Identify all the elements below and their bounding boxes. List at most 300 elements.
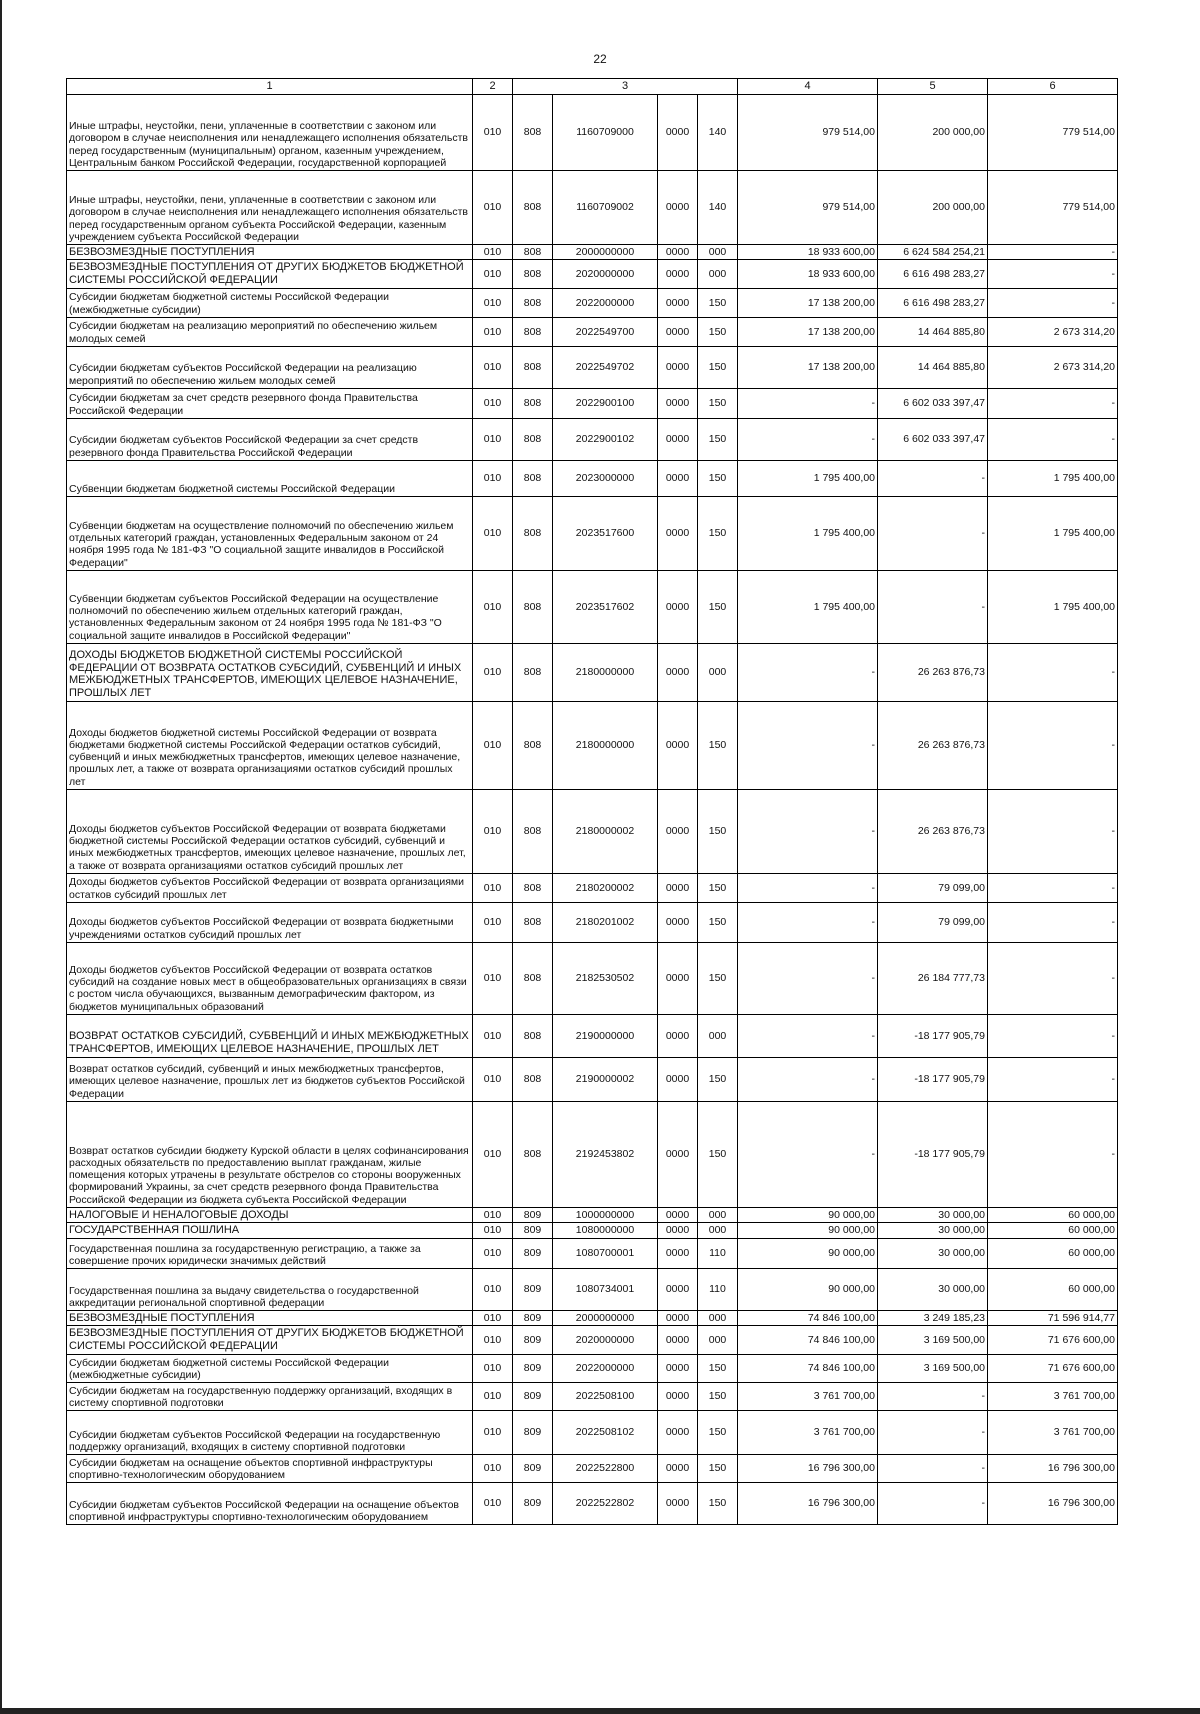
table-row [67,1101,1118,1207]
row-description: ГОСУДАРСТВЕННАЯ ПОШЛИНА [67,1223,473,1239]
row-code-income: 1160709002 [553,170,658,244]
row-value-approved: 16 796 300,00 [738,1482,878,1524]
row-code-admin: 010 [473,1310,513,1326]
row-code-chapter: 808 [513,701,553,789]
row-value-executed: 26 263 876,73 [878,701,988,789]
row-code-program: 0000 [658,789,698,873]
row-description: Субсидии бюджетам на оснащение объектов спортивной инфраструктуры спортивно-технологическим оборудованием [67,1454,473,1482]
row-code-admin: 010 [473,789,513,873]
row-description: Иные штрафы, неустойки, пени, уплаченные в соответствии с законом или договором в случае неисполнения или ненадлежащего исполнения обязательств перед государственным (муниципальным) органом, казенным учреждением, Центральным банком Российской Федерации, государственной корпорацией [67,94,473,170]
row-code-kosgu: 000 [698,244,738,260]
row-code-program: 0000 [658,1454,698,1482]
row-code-admin: 010 [473,317,513,346]
row-code-kosgu: 150 [698,1382,738,1410]
scan-left-edge [0,0,2,1714]
row-value-unexecuted: 60 000,00 [988,1223,1118,1239]
row-code-income: 2022549700 [553,317,658,346]
table-row [67,789,1118,873]
row-code-chapter: 809 [513,1207,553,1223]
row-value-executed: -18 177 905,79 [878,1101,988,1207]
row-code-chapter: 809 [513,1482,553,1524]
row-code-kosgu: 000 [698,643,738,701]
row-code-chapter: 809 [513,1238,553,1268]
row-code-income: 2190000000 [553,1014,658,1057]
row-value-unexecuted: 16 796 300,00 [988,1454,1118,1482]
row-value-unexecuted: - [988,643,1118,701]
row-code-program: 0000 [658,1410,698,1454]
table-row [67,460,1118,496]
row-value-approved: - [738,1101,878,1207]
row-description: Субвенции бюджетам бюджетной системы Российской Федерации [67,460,473,496]
row-code-chapter: 808 [513,1014,553,1057]
row-code-admin: 010 [473,94,513,170]
row-code-program: 0000 [658,1207,698,1223]
row-code-program: 0000 [658,1326,698,1354]
row-code-chapter: 809 [513,1310,553,1326]
row-value-approved: 90 000,00 [738,1207,878,1223]
row-code-income: 2180000002 [553,789,658,873]
row-code-program: 0000 [658,1482,698,1524]
row-description: Возврат остатков субсидий, субвенций и иных межбюджетных трансфертов, имеющих целевое назначение, прошлых лет из бюджетов субъектов Российской Федерации [67,1057,473,1101]
row-value-executed: 14 464 885,80 [878,317,988,346]
row-value-approved: - [738,1057,878,1101]
row-code-kosgu: 150 [698,570,738,643]
row-code-admin: 010 [473,496,513,570]
row-description: Государственная пошлина за государственную регистрацию, а также за совершение прочих юридически значимых действий [67,1238,473,1268]
row-code-chapter: 809 [513,1454,553,1482]
table-row [67,260,1118,288]
row-code-income: 2022508100 [553,1382,658,1410]
row-value-executed: 6 624 584 254,21 [878,244,988,260]
row-code-kosgu: 150 [698,902,738,942]
row-code-admin: 010 [473,1057,513,1101]
row-description: Субсидии бюджетам субъектов Российской Федерации на реализацию мероприятий по обеспечению жильем молодых семей [67,346,473,388]
row-value-unexecuted: 779 514,00 [988,94,1118,170]
row-value-unexecuted: - [988,388,1118,418]
row-code-program: 0000 [658,1238,698,1268]
row-value-unexecuted: - [988,1057,1118,1101]
row-code-admin: 010 [473,942,513,1014]
row-value-unexecuted: 1 795 400,00 [988,570,1118,643]
table-row [67,643,1118,701]
table-row [67,388,1118,418]
row-code-income: 2022508102 [553,1410,658,1454]
row-code-kosgu: 150 [698,1101,738,1207]
row-code-program: 0000 [658,701,698,789]
row-value-executed: 30 000,00 [878,1223,988,1239]
table-row [67,1268,1118,1310]
row-code-chapter: 808 [513,873,553,902]
row-value-approved: - [738,902,878,942]
row-code-chapter: 809 [513,1410,553,1454]
row-code-kosgu: 150 [698,288,738,317]
row-code-income: 1080000000 [553,1223,658,1239]
row-value-executed: 26 263 876,73 [878,643,988,701]
row-code-income: 2192453802 [553,1101,658,1207]
row-value-executed: 79 099,00 [878,902,988,942]
row-code-kosgu: 150 [698,1354,738,1382]
row-code-admin: 010 [473,902,513,942]
row-code-chapter: 808 [513,643,553,701]
header-row [67,79,1118,95]
row-value-approved: 17 138 200,00 [738,346,878,388]
row-code-program: 0000 [658,1354,698,1382]
row-code-kosgu: 140 [698,94,738,170]
row-code-chapter: 808 [513,260,553,288]
row-code-admin: 010 [473,643,513,701]
row-description: Субсидии бюджетам бюджетной системы Российской Федерации (межбюджетные субсидии) [67,1354,473,1382]
row-value-executed: 3 249 185,23 [878,1310,988,1326]
row-code-chapter: 808 [513,1057,553,1101]
row-code-chapter: 808 [513,902,553,942]
row-value-executed: - [878,1482,988,1524]
row-code-kosgu: 150 [698,1410,738,1454]
row-value-executed: - [878,496,988,570]
row-code-admin: 010 [473,346,513,388]
table-row [67,1223,1118,1239]
row-value-approved: - [738,643,878,701]
row-code-program: 0000 [658,288,698,317]
row-value-executed: - [878,1454,988,1482]
table-row [67,1482,1118,1524]
row-code-income: 2182530502 [553,942,658,1014]
row-value-approved: 1 795 400,00 [738,570,878,643]
header-col-4: 4 [738,79,878,95]
row-code-admin: 010 [473,570,513,643]
row-code-kosgu: 000 [698,1310,738,1326]
row-value-approved: 90 000,00 [738,1268,878,1310]
row-code-chapter: 809 [513,1268,553,1310]
row-code-program: 0000 [658,643,698,701]
row-value-approved: 1 795 400,00 [738,496,878,570]
table-row [67,346,1118,388]
row-code-program: 0000 [658,1014,698,1057]
row-description: ВОЗВРАТ ОСТАТКОВ СУБСИДИЙ, СУБВЕНЦИЙ И ИНЫХ МЕЖБЮДЖЕТНЫХ ТРАНСФЕРТОВ, ИМЕЮЩИХ ЦЕЛЕВОЕ НАЗНАЧЕНИЕ, ПРОШЛЫХ ЛЕТ [67,1014,473,1057]
row-value-unexecuted: 779 514,00 [988,170,1118,244]
row-value-executed: - [878,1382,988,1410]
table-row [67,496,1118,570]
table-row [67,1057,1118,1101]
table-row [67,94,1118,170]
row-code-admin: 010 [473,244,513,260]
row-value-executed: 30 000,00 [878,1238,988,1268]
row-code-chapter: 808 [513,570,553,643]
row-value-executed: 30 000,00 [878,1207,988,1223]
row-code-kosgu: 150 [698,346,738,388]
row-code-chapter: 808 [513,170,553,244]
row-code-kosgu: 150 [698,460,738,496]
row-value-unexecuted: 60 000,00 [988,1207,1118,1223]
row-value-approved: 74 846 100,00 [738,1354,878,1382]
row-code-income: 2180201002 [553,902,658,942]
row-description: Субсидии бюджетам на реализацию мероприятий по обеспечению жильем молодых семей [67,317,473,346]
row-code-kosgu: 110 [698,1268,738,1310]
row-value-approved: - [738,388,878,418]
row-value-unexecuted: 60 000,00 [988,1268,1118,1310]
row-value-approved: 17 138 200,00 [738,288,878,317]
table-row [67,244,1118,260]
row-value-unexecuted: - [988,902,1118,942]
row-code-program: 0000 [658,260,698,288]
row-code-admin: 010 [473,873,513,902]
table-row [67,1454,1118,1482]
row-description: Субсидии бюджетам бюджетной системы Российской Федерации (межбюджетные субсидии) [67,288,473,317]
row-code-program: 0000 [658,902,698,942]
page-number: 22 [593,52,607,66]
row-description: Доходы бюджетов субъектов Российской Федерации от возврата бюджетными учреждениями остатков субсидий прошлых лет [67,902,473,942]
row-code-income: 2023517600 [553,496,658,570]
row-value-approved: 17 138 200,00 [738,317,878,346]
row-description: Субсидии бюджетам субъектов Российской Федерации на государственную поддержку организаций, входящих в систему спортивной подготовки [67,1410,473,1454]
row-code-income: 2022522800 [553,1454,658,1482]
row-code-admin: 010 [473,1454,513,1482]
row-value-approved: 3 761 700,00 [738,1382,878,1410]
row-value-unexecuted: 16 796 300,00 [988,1482,1118,1524]
row-code-program: 0000 [658,460,698,496]
row-code-program: 0000 [658,570,698,643]
row-code-admin: 010 [473,1014,513,1057]
row-code-admin: 010 [473,1207,513,1223]
row-value-executed: 6 602 033 397,47 [878,388,988,418]
row-code-program: 0000 [658,244,698,260]
row-code-income: 1080734001 [553,1268,658,1310]
row-value-approved: - [738,873,878,902]
row-code-kosgu: 000 [698,1014,738,1057]
row-value-approved: - [738,789,878,873]
row-description: Субсидии бюджетам на государственную поддержку организаций, входящих в систему спортивной подготовки [67,1382,473,1410]
row-value-executed: 14 464 885,80 [878,346,988,388]
row-value-unexecuted: - [988,418,1118,460]
row-code-admin: 010 [473,701,513,789]
row-value-unexecuted: 2 673 314,20 [988,317,1118,346]
row-value-executed: 6 616 498 283,27 [878,288,988,317]
row-value-unexecuted: - [988,1014,1118,1057]
row-code-income: 2190000002 [553,1057,658,1101]
row-value-unexecuted: - [988,260,1118,288]
row-code-admin: 010 [473,1326,513,1354]
row-value-approved: 979 514,00 [738,170,878,244]
row-code-income: 2180200002 [553,873,658,902]
row-value-unexecuted: 71 676 600,00 [988,1326,1118,1354]
row-code-income: 2023517602 [553,570,658,643]
row-code-admin: 010 [473,1482,513,1524]
row-code-kosgu: 000 [698,1207,738,1223]
row-code-admin: 010 [473,388,513,418]
row-code-chapter: 808 [513,496,553,570]
row-value-executed: 200 000,00 [878,94,988,170]
row-code-admin: 010 [473,288,513,317]
row-code-admin: 010 [473,1354,513,1382]
row-code-chapter: 809 [513,1326,553,1354]
row-code-program: 0000 [658,496,698,570]
row-code-program: 0000 [658,1310,698,1326]
row-value-executed: -18 177 905,79 [878,1014,988,1057]
row-value-approved: 979 514,00 [738,94,878,170]
table-row [67,288,1118,317]
table-row [67,1238,1118,1268]
row-code-kosgu: 150 [698,873,738,902]
table-row [67,1310,1118,1326]
row-value-executed: - [878,460,988,496]
row-value-executed: 26 184 777,73 [878,942,988,1014]
row-code-income: 2022000000 [553,1354,658,1382]
row-value-executed: - [878,1410,988,1454]
row-value-executed: 30 000,00 [878,1268,988,1310]
row-code-chapter: 808 [513,1101,553,1207]
row-value-executed: 26 263 876,73 [878,789,988,873]
table-row [67,418,1118,460]
row-value-approved: 90 000,00 [738,1238,878,1268]
table-row [67,170,1118,244]
row-value-unexecuted: - [988,873,1118,902]
row-code-admin: 010 [473,1410,513,1454]
table-row [67,1207,1118,1223]
row-code-kosgu: 150 [698,418,738,460]
header-col-5: 5 [878,79,988,95]
row-value-unexecuted: - [988,244,1118,260]
budget-table [66,78,1118,1525]
table-row [67,1326,1118,1354]
row-code-income: 2180000000 [553,643,658,701]
header-col-3: 3 [513,79,738,95]
row-description: Возврат остатков субсидии бюджету Курской области в целях софинансирования расходных обязательств по предоставлению выплат гражданам, жилые помещения которых утрачены в результате обстрелов со стороны вооруженных формирований Украины, за счет средств резервного фонда Правительства Российской Федерации из бюджета субъекта Российской Федерации [67,1101,473,1207]
row-code-chapter: 808 [513,388,553,418]
row-code-program: 0000 [658,1223,698,1239]
row-code-admin: 010 [473,1223,513,1239]
row-code-program: 0000 [658,1382,698,1410]
row-value-approved: 3 761 700,00 [738,1410,878,1454]
row-value-approved: 18 933 600,00 [738,260,878,288]
row-description: Доходы бюджетов субъектов Российской Федерации от возврата остатков субсидий на создание новых мест в общеобразовательных организациях в связи с ростом числа обучающихся, вызванным демографическим фактором, из бюджетов муниципальных образований [67,942,473,1014]
row-description: БЕЗВОЗМЕЗДНЫЕ ПОСТУПЛЕНИЯ ОТ ДРУГИХ БЮДЖЕТОВ БЮДЖЕТНОЙ СИСТЕМЫ РОССИЙСКОЙ ФЕДЕРАЦИИ [67,260,473,288]
row-code-admin: 010 [473,170,513,244]
row-code-chapter: 808 [513,244,553,260]
row-code-kosgu: 150 [698,496,738,570]
table-row [67,701,1118,789]
row-description: Доходы бюджетов субъектов Российской Федерации от возврата организациями остатков субсидий прошлых лет [67,873,473,902]
row-code-program: 0000 [658,170,698,244]
table-row [67,317,1118,346]
row-value-executed: -18 177 905,79 [878,1057,988,1101]
row-code-kosgu: 150 [698,942,738,1014]
row-description: Субсидии бюджетам за счет средств резервного фонда Правительства Российской Федерации [67,388,473,418]
row-value-unexecuted: 3 761 700,00 [988,1410,1118,1454]
table-row [67,942,1118,1014]
row-code-admin: 010 [473,418,513,460]
header-col-2: 2 [473,79,513,95]
row-code-admin: 010 [473,1382,513,1410]
row-value-executed: 3 169 500,00 [878,1326,988,1354]
row-code-chapter: 809 [513,1382,553,1410]
row-value-executed: 6 602 033 397,47 [878,418,988,460]
row-code-program: 0000 [658,1268,698,1310]
row-description: Доходы бюджетов субъектов Российской Федерации от возврата бюджетами бюджетной системы Российской Федерации остатков субсидий, субвенций и иных межбюджетных трансфертов, имеющих целевое назначение, прошлых лет, а также от возврата организациями остатков субсидий прошлых лет [67,789,473,873]
row-code-chapter: 808 [513,346,553,388]
table-row [67,570,1118,643]
row-description: Иные штрафы, неустойки, пени, уплаченные в соответствии с законом или договором в случае неисполнения или ненадлежащего исполнения обязательств перед государственным органом субъекта Российской Федерации, казенным учреждением субъекта Российской Федерации [67,170,473,244]
row-code-program: 0000 [658,873,698,902]
row-code-program: 0000 [658,1101,698,1207]
row-code-chapter: 808 [513,942,553,1014]
row-value-approved: 90 000,00 [738,1223,878,1239]
row-code-income: 1160709000 [553,94,658,170]
row-code-kosgu: 000 [698,260,738,288]
row-description: БЕЗВОЗМЕЗДНЫЕ ПОСТУПЛЕНИЯ [67,244,473,260]
row-code-admin: 010 [473,260,513,288]
row-code-income: 2022900100 [553,388,658,418]
row-code-kosgu: 150 [698,789,738,873]
row-code-income: 2022900102 [553,418,658,460]
row-code-program: 0000 [658,346,698,388]
row-code-kosgu: 000 [698,1326,738,1354]
row-description: БЕЗВОЗМЕЗДНЫЕ ПОСТУПЛЕНИЯ ОТ ДРУГИХ БЮДЖЕТОВ БЮДЖЕТНОЙ СИСТЕМЫ РОССИЙСКОЙ ФЕДЕРАЦИИ [67,1326,473,1354]
row-value-unexecuted: - [988,288,1118,317]
row-code-kosgu: 150 [698,1454,738,1482]
row-code-income: 2180000000 [553,701,658,789]
row-code-program: 0000 [658,94,698,170]
row-description: ДОХОДЫ БЮДЖЕТОВ БЮДЖЕТНОЙ СИСТЕМЫ РОССИЙСКОЙ ФЕДЕРАЦИИ ОТ ВОЗВРАТА ОСТАТКОВ СУБСИДИЙ, СУБВЕНЦИЙ И ИНЫХ МЕЖБЮДЖЕТНЫХ ТРАНСФЕРТОВ, ИМЕЮЩИХ ЦЕЛЕВОЕ НАЗНАЧЕНИЕ, ПРОШЛЫХ ЛЕТ [67,643,473,701]
row-code-kosgu: 140 [698,170,738,244]
row-code-income: 1080700001 [553,1238,658,1268]
row-value-executed: 200 000,00 [878,170,988,244]
row-description: Субвенции бюджетам субъектов Российской Федерации на осуществление полномочий по обеспечению жильем отдельных категорий граждан, установленных Федеральным законом от 24 ноября 1995 года № 181-ФЗ "О социальной защите инвалидов в Российской Федерации" [67,570,473,643]
row-description: БЕЗВОЗМЕЗДНЫЕ ПОСТУПЛЕНИЯ [67,1310,473,1326]
row-value-approved: - [738,942,878,1014]
row-code-program: 0000 [658,388,698,418]
row-value-executed: - [878,570,988,643]
row-value-approved: 74 846 100,00 [738,1310,878,1326]
table-row [67,873,1118,902]
header-col-1: 1 [67,79,473,95]
row-code-income: 2000000000 [553,244,658,260]
row-value-approved: 16 796 300,00 [738,1454,878,1482]
row-code-kosgu: 150 [698,1482,738,1524]
row-code-admin: 010 [473,1268,513,1310]
table-row [67,1410,1118,1454]
row-value-unexecuted: 3 761 700,00 [988,1382,1118,1410]
row-description: Субвенции бюджетам на осуществление полномочий по обеспечению жильем отдельных категорий граждан, установленных Федеральным законом от 24 ноября 1995 года № 181-ФЗ "О социальной защите инвалидов в Российской Федерации" [67,496,473,570]
table-row [67,1354,1118,1382]
row-code-income: 2023000000 [553,460,658,496]
row-code-kosgu: 150 [698,701,738,789]
row-description: НАЛОГОВЫЕ И НЕНАЛОГОВЫЕ ДОХОДЫ [67,1207,473,1223]
table-row [67,1014,1118,1057]
row-value-unexecuted: - [988,789,1118,873]
row-value-unexecuted: - [988,942,1118,1014]
row-value-approved: - [738,1014,878,1057]
row-description: Государственная пошлина за выдачу свидетельства о государственной аккредитации региональной спортивной федерации [67,1268,473,1310]
row-code-program: 0000 [658,317,698,346]
table-row [67,902,1118,942]
row-value-executed: 79 099,00 [878,873,988,902]
row-code-income: 2020000000 [553,260,658,288]
row-value-unexecuted: 1 795 400,00 [988,460,1118,496]
table-row [67,1382,1118,1410]
row-code-program: 0000 [658,942,698,1014]
row-code-program: 0000 [658,418,698,460]
row-value-unexecuted: - [988,1101,1118,1207]
row-code-chapter: 809 [513,1354,553,1382]
row-code-chapter: 808 [513,460,553,496]
header-col-6: 6 [988,79,1118,95]
row-value-unexecuted: - [988,701,1118,789]
row-description: Субсидии бюджетам субъектов Российской Федерации на оснащение объектов спортивной инфраструктуры спортивно-технологическим оборудованием [67,1482,473,1524]
row-code-chapter: 808 [513,317,553,346]
row-code-kosgu: 000 [698,1223,738,1239]
row-code-admin: 010 [473,1101,513,1207]
row-code-chapter: 808 [513,288,553,317]
row-code-income: 2022549702 [553,346,658,388]
